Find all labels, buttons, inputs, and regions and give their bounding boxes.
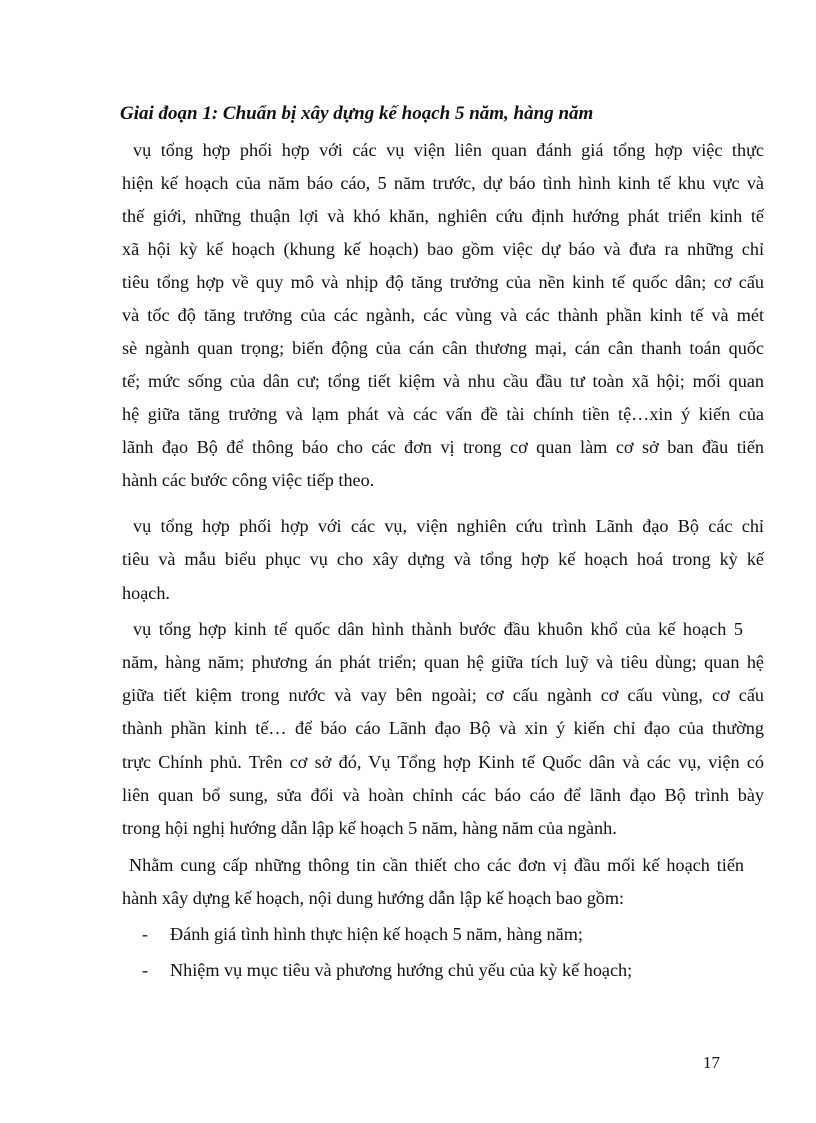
paragraph-2-line-1: vụ tổng hợp phối hợp với các vụ, viện nghiên cứu trình Lãnh đạo Bộ các chỉ bbox=[133, 516, 764, 536]
paragraph-1-line-4: xã hội kỳ kế hoạch (khung kế hoạch) bao gồm việc dự báo và đưa ra những chỉ bbox=[122, 239, 764, 259]
paragraph-4-line-1: Nhằm cung cấp những thông tin cần thiết cho các đơn vị đầu mối kế hoạch tiến bbox=[129, 855, 744, 875]
paragraph-3-line-3: giữa tiết kiệm trong nước và vay bên ngoài; cơ cấu ngành cơ cấu vùng, cơ cấu bbox=[122, 685, 764, 705]
paragraph-3-line-5: trực Chính phủ. Trên cơ sở đó, Vụ Tổng hợp Kinh tế Quốc dân và các vụ, viện có bbox=[122, 752, 764, 772]
paragraph-1-line-8: tế; mức sống của dân cư; tổng tiết kiệm và nhu cầu đầu tư toàn xã hội; mối quan bbox=[122, 371, 764, 391]
section-heading: Giai đoạn 1: Chuẩn bị xây dựng kế hoạch 5 năm, hàng năm bbox=[120, 103, 594, 124]
bullet-item-1: Đánh giá tình hình thực hiện kế hoạch 5 năm, hàng năm; bbox=[170, 924, 583, 944]
paragraph-1-line-9: hệ giữa tăng trưởng và lạm phát và các vấn đề tài chính tiền tệ…xin ý kiến của bbox=[122, 404, 764, 424]
paragraph-3-line-6: liên quan bổ sung, sửa đổi và hoàn chỉnh các báo cáo để lãnh đạo Bộ trình bày bbox=[122, 785, 764, 805]
paragraph-1-line-1: vụ tổng hợp phối hợp với các vụ viện liên quan đánh giá tổng hợp việc thực bbox=[133, 140, 764, 160]
page-number: 17 bbox=[703, 1053, 720, 1072]
paragraph-1-line-11: hành các bước công việc tiếp theo. bbox=[122, 470, 375, 490]
paragraph-2-line-2: tiêu và mẫu biểu phục vụ cho xây dựng và tổng hợp kế hoạch hoá trong kỳ kế bbox=[122, 549, 764, 569]
paragraph-3-line-4: thành phần kinh tế… để báo cáo Lãnh đạo Bộ và xin ý kiến chỉ đạo của thường bbox=[122, 718, 764, 738]
paragraph-3-line-7: trong hội nghị hướng dẫn lập kế hoạch 5 năm, hàng năm của ngành. bbox=[122, 818, 617, 838]
paragraph-1-line-7: sè ngành quan trọng; biến động của cán cân thương mại, cán cân thanh toán quốc bbox=[122, 338, 764, 358]
paragraph-1-line-6: và tốc độ tăng trưởng của các ngành, các vùng và các thành phần kinh tế và mét bbox=[122, 305, 764, 325]
paragraph-1-line-10: lãnh đạo Bộ để thông báo cho các đơn vị trong cơ quan làm cơ sở ban đầu tiến bbox=[122, 437, 764, 457]
paragraph-1-line-5: tiêu tổng hợp về quy mô và nhịp độ tăng trưởng của nền kinh tế quốc dân; cơ cấu bbox=[122, 272, 764, 292]
paragraph-4-line-2: hành xây dựng kế hoạch, nội dung hướng dẫn lập kế hoạch bao gồm: bbox=[122, 888, 625, 908]
paragraph-2-line-3: hoạch. bbox=[122, 583, 170, 603]
paragraph-1-line-2: hiện kế hoạch của năm báo cáo, 5 năm trước, dự báo tình hình kinh tế khu vực và bbox=[122, 173, 764, 193]
paragraph-3-line-1: vụ tổng hợp kinh tế quốc dân hình thành bước đầu khuôn khổ của kế hoạch 5 bbox=[133, 619, 743, 639]
paragraph-1-line-3: thế giới, những thuận lợi và khó khăn, nghiên cứu định hướng phát triển kinh tế bbox=[122, 206, 764, 226]
paragraph-3-line-2: năm, hàng năm; phương án phát triển; quan hệ giữa tích luỹ và tiêu dùng; quan hệ bbox=[122, 652, 764, 672]
bullet-item-2: Nhiệm vụ mục tiêu và phương hướng chủ yếu của kỳ kế hoạch; bbox=[170, 960, 633, 980]
bullet-dash: - bbox=[142, 924, 149, 944]
bullet-dash: - bbox=[142, 960, 149, 980]
